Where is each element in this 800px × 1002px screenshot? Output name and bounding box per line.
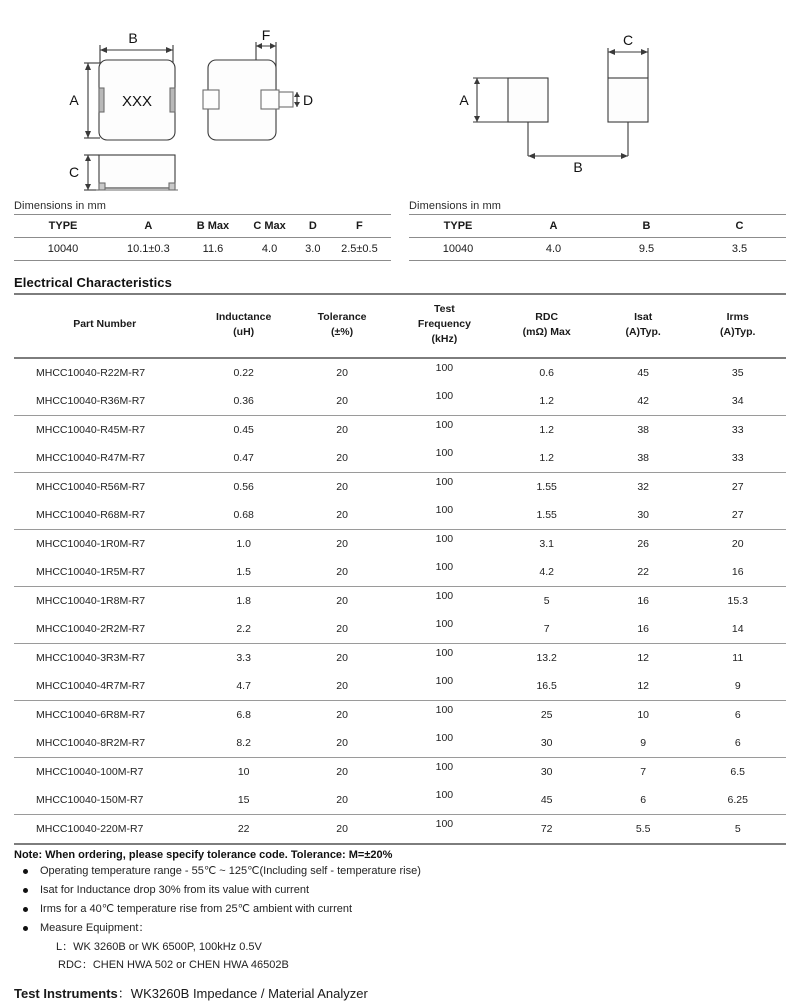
column-header-part-number [14,295,195,358]
cell-tolerance: 20 [336,708,348,721]
test-instruments-line [14,983,786,1002]
table-header-row [14,215,391,238]
cell-rdc: 1.2 [496,387,596,416]
table-row [14,700,786,729]
cell-inductance: 0.45 [233,423,254,436]
cell-tolerance: 20 [292,387,392,416]
cell-tolerance: 20 [292,729,392,758]
table-row [14,814,786,844]
cell-inductance: 22 [195,814,292,844]
cell-test-frequency: 100 [392,786,496,815]
cell-tolerance: 20 [336,594,348,607]
cell-part-number: MHCC10040-R47M-R7 [14,444,195,473]
test-instruments-value: WK3260B Impedance / Material Analyzer [130,985,368,1001]
cell-tolerance: 20 [336,366,348,379]
cell-part-number: MHCC10040-6R8M-R7 [36,708,146,721]
dim-header-d: D [298,215,328,238]
note-bullet-text: Isat for Inductance drop 30% from its value with current [40,883,310,896]
cell-test-frequency: 100 [435,646,454,659]
note-bullet-text: Measure Equipment： [40,921,150,934]
cell-tolerance: 20 [292,558,392,587]
cell-part-number: MHCC10040-8R2M-R7 [14,729,195,758]
cell-test-frequency: 100 [435,361,454,374]
pad-header-a: A [507,215,600,238]
dimension-table-package [14,200,391,261]
header-line2: (mΩ) Max [522,325,571,338]
pad-label-c: C [622,32,634,48]
dim-label-f: F [261,27,271,43]
cell-irms: 20 [731,537,744,550]
note-bullet-item [14,885,786,896]
cell-test-frequency: 100 [392,501,496,530]
package-dimensions-table [14,214,391,261]
dim-label-c: C [68,164,80,180]
note-title: Note: When ordering, please specify tolerance code. Tolerance: M=±20% [14,848,393,861]
cell-irms: 34 [689,387,786,416]
header-line2: Frequency [417,318,471,331]
cell-part-number: MHCC10040-220M-R7 [14,814,195,844]
cell-test-frequency: 100 [392,558,496,587]
cell-inductance: 15 [195,786,292,815]
dimension-caption-landpattern: Dimensions in mm [409,200,502,212]
notes-bullet-list [14,866,786,934]
cell-irms: 15.3 [727,594,748,607]
bullet-dot-icon [23,907,28,912]
table-row [14,757,786,786]
cell-rdc: 5 [543,594,550,607]
cell-isat: 9 [597,729,690,758]
note-bullet-text: Operating temperature range - 55℃ ~ 125℃(Including self - temperature rise) [40,864,421,877]
cell-test-frequency: 100 [392,444,496,473]
column-header-irms [689,295,786,358]
column-header-inductance [195,295,292,358]
dim-cell-type: 10040 [14,238,112,261]
page-title: Electrical Characteristics [14,275,786,295]
cell-isat: 16 [637,594,649,607]
cell-part-number: MHCC10040-4R7M-R7 [14,672,195,701]
cell-isat: 5.5 [597,814,690,844]
table-row [14,501,786,530]
cell-inductance: 2.2 [195,615,292,644]
header-line1: Inductance [215,310,272,323]
test-instruments-label: Test Instruments [14,985,118,1001]
cell-tolerance: 20 [336,480,348,493]
cell-inductance: 4.7 [195,672,292,701]
cell-isat: 16 [597,615,690,644]
dimension-table-landpattern [409,200,786,261]
cell-isat: 7 [640,765,647,778]
dim-header-a: A [112,215,185,238]
cell-test-frequency: 100 [435,532,454,545]
header-line2: (A)Typ. [720,325,756,338]
cell-rdc: 30 [496,729,596,758]
table-row [14,786,786,815]
cell-rdc: 13.2 [536,651,557,664]
package-outline-drawing [0,0,800,200]
cell-tolerance: 20 [336,423,348,436]
column-header-isat [597,295,690,358]
header-line2: (A)Typ. [625,325,661,338]
cell-irms: 6 [734,708,741,721]
dim-label-a: A [69,92,79,108]
cell-rdc: 1.2 [539,423,554,436]
dim-header-cmax: C Max [241,215,298,238]
dim-cell-bmax: 11.6 [185,238,242,261]
column-header-rdc [496,295,596,358]
table-row [14,529,786,558]
header-line1: Tolerance [317,310,367,323]
cell-tolerance: 20 [336,765,348,778]
cell-tolerance: 20 [336,537,348,550]
table-row [14,238,391,261]
cell-irms: 6.25 [689,786,786,815]
cell-part-number: MHCC10040-R36M-R7 [14,387,195,416]
part-marking-xxx: XXX [121,93,153,110]
cell-isat: 22 [597,558,690,587]
pad-label-b: B [573,159,583,175]
cell-test-frequency: 100 [435,589,454,602]
dim-label-d: D [303,92,314,108]
cell-part-number: MHCC10040-1R8M-R7 [36,594,146,607]
cell-inductance: 0.47 [195,444,292,473]
note-bullet-item [14,904,786,915]
landpattern-dimensions-table [409,214,786,261]
cell-test-frequency: 100 [435,703,454,716]
notes-section [14,849,786,971]
table-row [14,444,786,473]
cell-test-frequency: 100 [392,814,496,844]
pad-label-a: A [459,92,469,108]
header-line2: (±%) [331,325,354,338]
cell-irms: 11 [732,651,744,664]
table-row [14,729,786,758]
cell-test-frequency: 100 [435,760,454,773]
dimension-tables [0,200,800,261]
cell-irms: 16 [689,558,786,587]
dim-header-type: TYPE [14,215,112,238]
cell-isat: 26 [637,537,649,550]
dim-label-b: B [128,30,138,46]
cell-tolerance: 20 [292,615,392,644]
table-row [14,415,786,444]
cell-test-frequency: 100 [392,387,496,416]
cell-rdc: 1.55 [496,501,596,530]
column-header-tolerance [292,295,392,358]
table-header-row [409,215,786,238]
cell-inductance: 0.56 [233,480,254,493]
dim-header-f: F [328,215,391,238]
header-line1: Isat [634,310,653,323]
cell-inductance: 0.36 [195,387,292,416]
cell-irms: 14 [689,615,786,644]
cell-rdc: 1.55 [536,480,557,493]
table-row [14,472,786,501]
header-line1: Part Number [73,318,137,331]
header-line1: Irms [726,310,749,323]
cell-tolerance: 20 [292,444,392,473]
cell-rdc: 16.5 [496,672,596,701]
cell-tolerance: 20 [292,814,392,844]
pad-header-c: C [693,215,786,238]
pad-cell-b: 9.5 [600,238,693,261]
cell-part-number: MHCC10040-R68M-R7 [14,501,195,530]
cell-inductance: 0.68 [195,501,292,530]
cell-part-number: MHCC10040-3R3M-R7 [36,651,146,664]
cell-isat: 30 [597,501,690,530]
pad-cell-c: 3.5 [693,238,786,261]
cell-isat: 6 [597,786,690,815]
cell-tolerance: 20 [336,651,348,664]
cell-irms: 27 [689,501,786,530]
cell-part-number: MHCC10040-150M-R7 [14,786,195,815]
cell-part-number: MHCC10040-2R2M-R7 [14,615,195,644]
cell-rdc: 7 [496,615,596,644]
cell-isat: 45 [637,366,649,379]
cell-isat: 32 [637,480,649,493]
cell-irms: 33 [689,444,786,473]
column-header-test-frequency [392,295,496,358]
cell-rdc: 45 [496,786,596,815]
cell-inductance: 0.22 [233,366,254,379]
cell-part-number: MHCC10040-1R5M-R7 [14,558,195,587]
cell-inductance: 1.5 [195,558,292,587]
cell-test-frequency: 100 [392,672,496,701]
cell-test-frequency: 100 [435,418,454,431]
cell-inductance: 1.0 [236,537,251,550]
table-row [409,238,786,261]
bullet-dot-icon [23,888,28,893]
pad-cell-a: 4.0 [507,238,600,261]
cell-tolerance: 20 [292,501,392,530]
dim-cell-d: 3.0 [298,238,328,261]
bullet-dot-icon [23,869,28,874]
table-row [14,586,786,615]
cell-inductance: 3.3 [236,651,251,664]
table-header-row [14,295,786,358]
cell-part-number: MHCC10040-R45M-R7 [36,423,146,436]
cell-irms: 6 [689,729,786,758]
dim-cell-a: 10.1±0.3 [112,238,185,261]
cell-irms: 6.5 [730,765,746,778]
cell-isat: 10 [637,708,649,721]
cell-irms: 9 [689,672,786,701]
cell-tolerance: 20 [292,672,392,701]
measure-equipment-l: L：WK 3260B or WK 6500P, 100kHz 0.5V [56,940,262,953]
cell-rdc: 4.2 [496,558,596,587]
cell-test-frequency: 100 [392,615,496,644]
cell-isat: 38 [637,423,649,436]
dim-cell-cmax: 4.0 [241,238,298,261]
cell-isat: 42 [597,387,690,416]
cell-tolerance: 20 [292,786,392,815]
dim-cell-f: 2.5±0.5 [328,238,391,261]
cell-inductance: 1.8 [236,594,251,607]
cell-part-number: MHCC10040-R56M-R7 [36,480,146,493]
cell-inductance: 6.8 [236,708,251,721]
cell-inductance: 8.2 [195,729,292,758]
table-row [14,387,786,416]
cell-irms: 27 [731,480,744,493]
cell-isat: 38 [597,444,690,473]
dimension-caption-package: Dimensions in mm [14,200,107,212]
table-row [14,358,786,387]
cell-rdc: 30 [540,765,553,778]
note-bullet-item [14,866,786,877]
cell-rdc: 1.2 [496,444,596,473]
cell-test-frequency: 100 [392,729,496,758]
cell-part-number: MHCC10040-1R0M-R7 [36,537,146,550]
cell-rdc: 3.1 [539,537,554,550]
table-row [14,615,786,644]
header-line2: (uH) [233,325,255,338]
cell-isat: 12 [637,651,649,664]
cell-irms: 33 [731,423,744,436]
cell-isat: 12 [597,672,690,701]
pad-header-b: B [600,215,693,238]
bullet-dot-icon [23,926,28,931]
cell-rdc: 25 [540,708,553,721]
electrical-characteristics-table [14,295,786,845]
package-drawings [0,0,800,200]
cell-rdc: 0.6 [539,366,554,379]
table-row [14,672,786,701]
table-row [14,643,786,672]
header-line1: Test [433,303,455,315]
dim-header-bmax: B Max [185,215,242,238]
cell-inductance: 10 [237,765,250,778]
pad-cell-type: 10040 [409,238,507,261]
cell-rdc: 72 [496,814,596,844]
header-line3: (kHz) [431,333,458,346]
note-bullet-item [14,923,786,934]
table-row [14,558,786,587]
pad-header-type: TYPE [409,215,507,238]
cell-part-number: MHCC10040-100M-R7 [36,765,144,778]
cell-test-frequency: 100 [435,475,454,488]
cell-irms: 35 [731,366,744,379]
cell-part-number: MHCC10040-R22M-R7 [36,366,146,379]
header-line1: RDC [535,310,559,323]
note-bullet-text: Irms for a 40℃ temperature rise from 25℃ ambient with current [40,902,353,915]
test-instruments-separator: ： [117,985,131,1001]
measure-equipment-rdc: RDC：CHEN HWA 502 or CHEN HWA 46502B [58,958,289,971]
cell-irms: 5 [689,814,786,844]
